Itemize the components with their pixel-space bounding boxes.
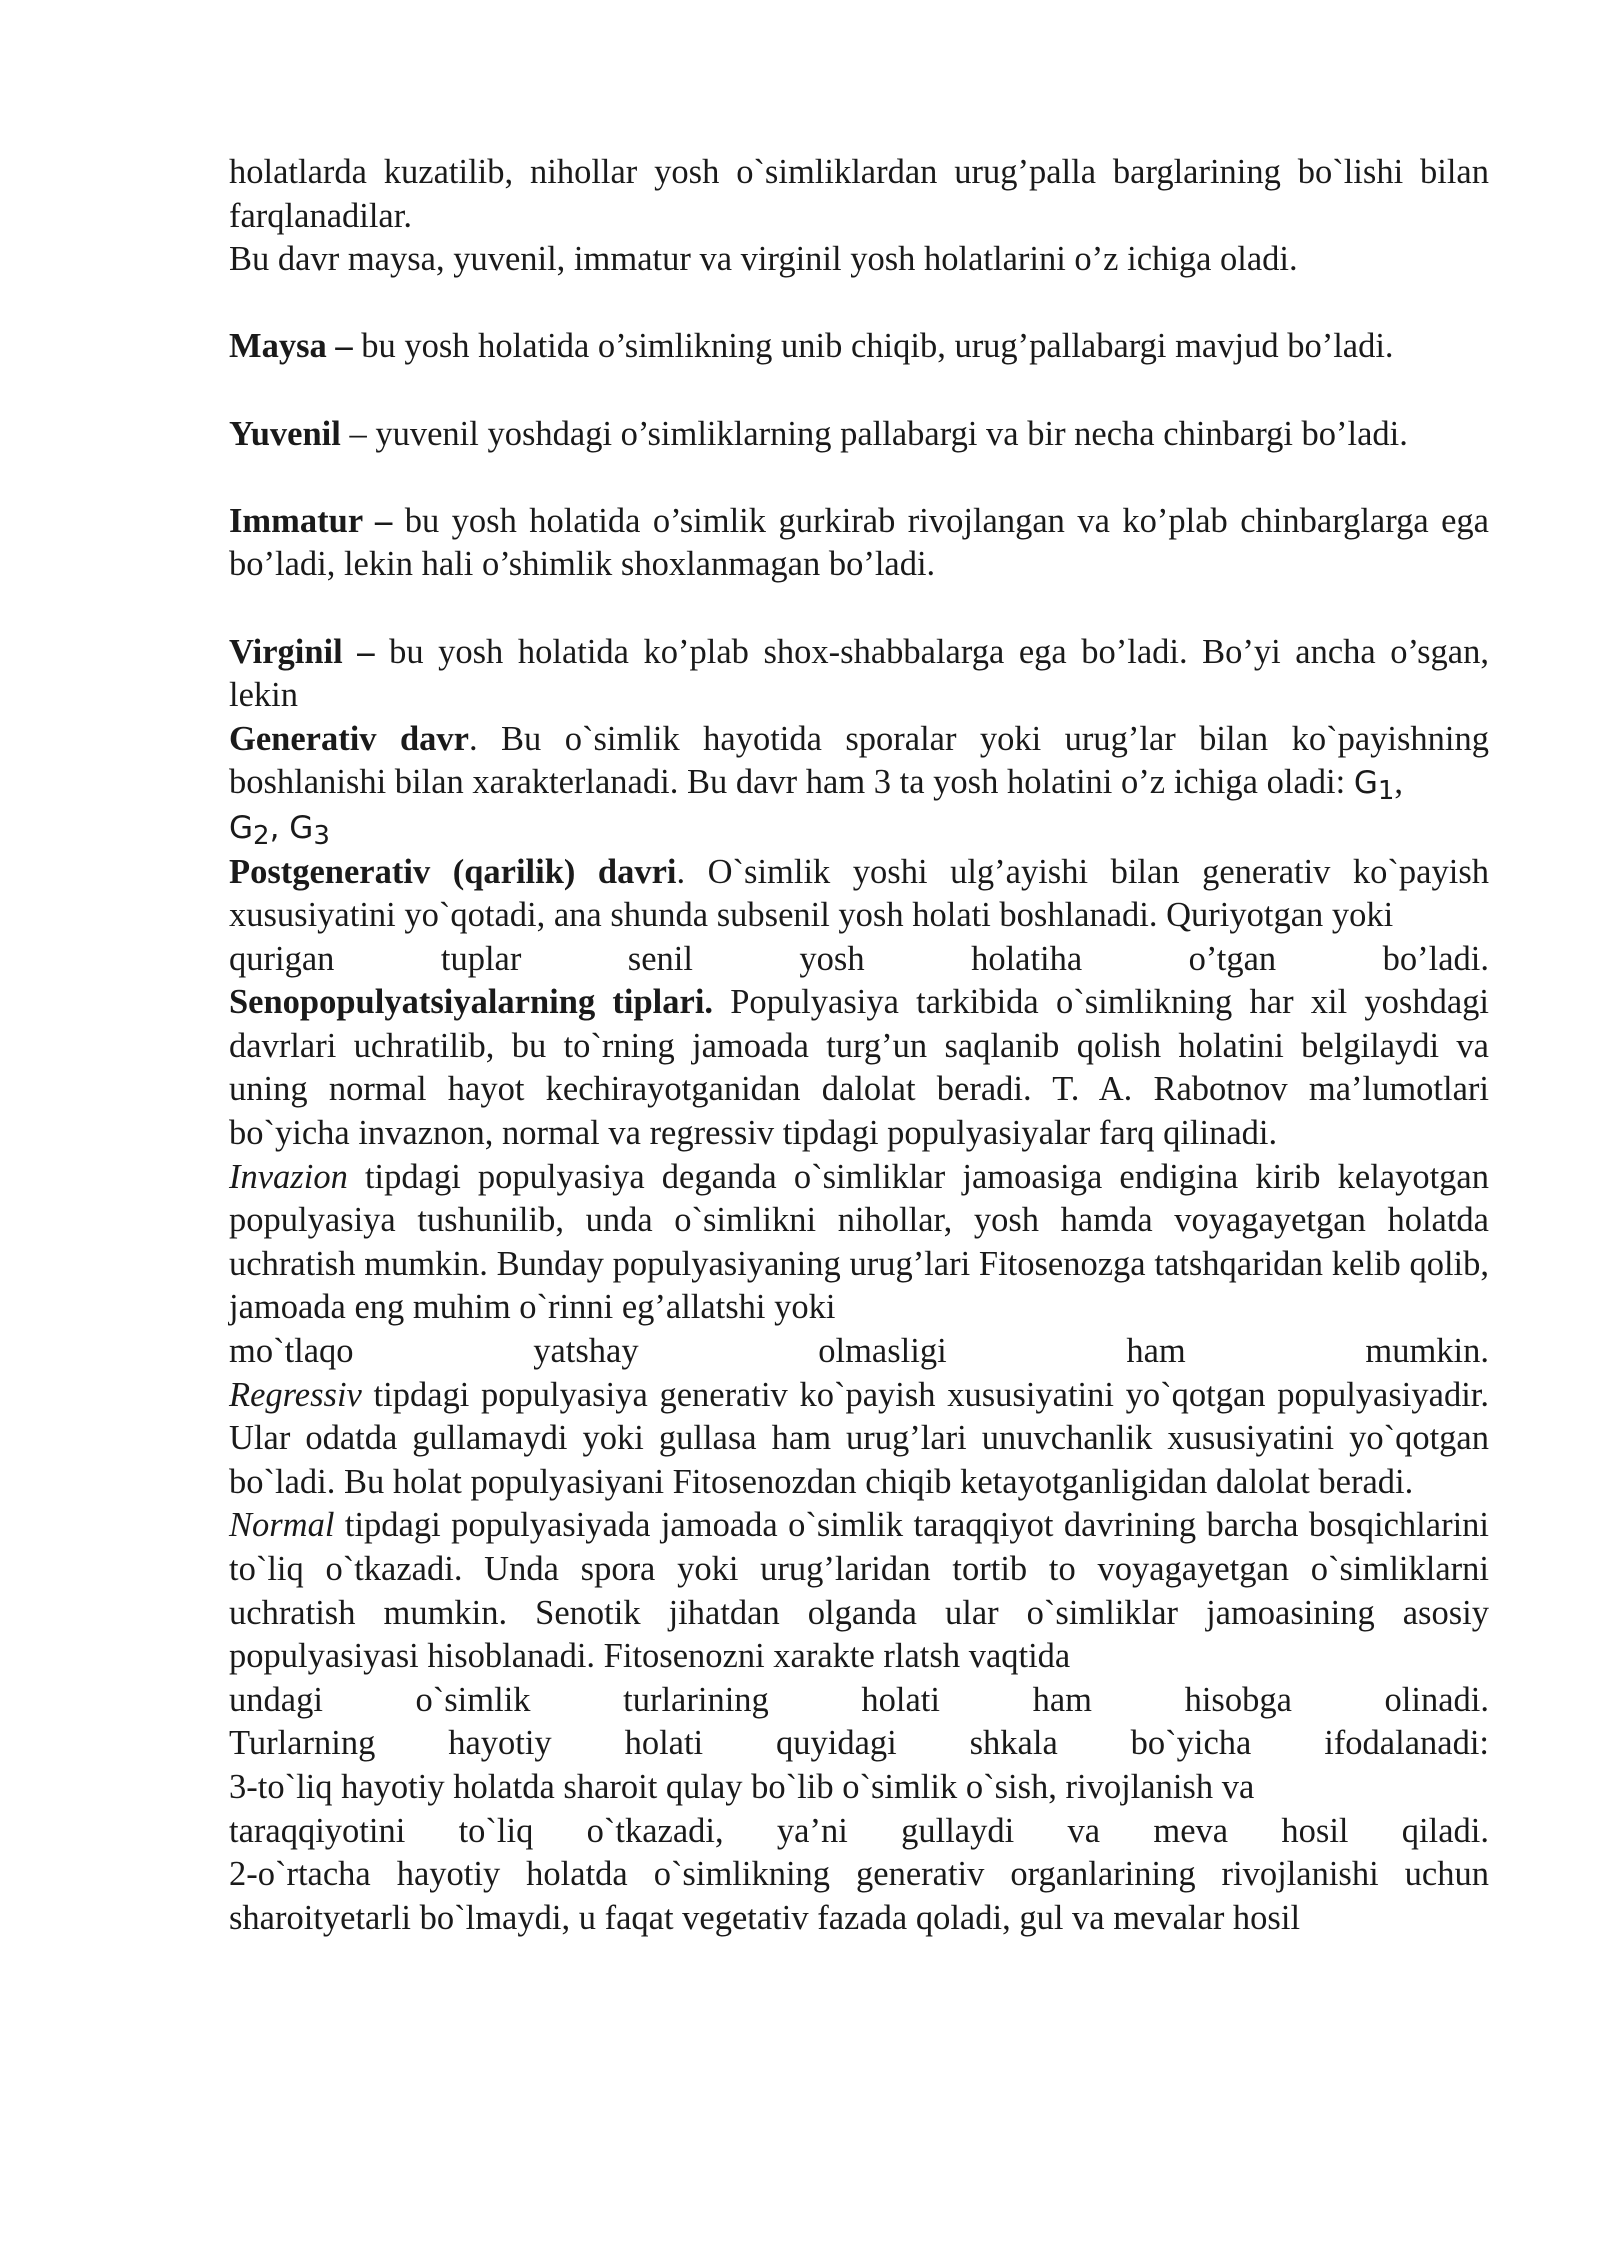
regressiv-term: Regressiv [229, 1375, 362, 1414]
generativ-text: . Bu o`simlik hayotida sporalar yoki urug’lar bilan ko`payishning boshlanishi bilan xarakterlanadi. Bu davr ham 3 ta yosh holatini o’z ichiga oladi: [229, 719, 1489, 802]
g3-symbol: $G_3$ [289, 809, 330, 851]
scale-item-3-last-line: taraqqiyotini to`liq o`tkazadi, ya’ni gullaydi va meva hosil qiladi. [229, 1811, 1489, 1850]
scale-item-2: 2-o`rtacha hayotiy holatda o`simlikning generativ organlarining rivojlanishi uchun sharoityetarli bo`lmaydi, u faqat vegetativ fazada qoladi, gul va mevalar hosil [229, 1855, 1489, 1937]
invazion-paragraph [229, 1156, 1489, 1374]
normal-term: Normal [229, 1506, 335, 1545]
spacer [229, 456, 1489, 500]
postgenerativ-text: . O`simlik yoshi ulg’ayishi bilan generativ ko`payish xususiyatini yo`qotadi, ana shunda subsenil yosh holati boshlanadi. Quriyotgan yoki [229, 852, 1489, 935]
yuvenil-text: – yuvenil yoshdagi o’simliklarning pallabargi va bir necha chinbargi bo’ladi. [340, 414, 1408, 453]
immatur-text: bu yosh holatida o’simlik gurkirab rivojlangan va ko’plab chinbarglarga ega bo’ladi, lekin hali o’shimlik shoxlanmagan bo’ladi. [229, 501, 1489, 584]
maysa-definition [229, 325, 1489, 369]
maysa-text: bu yosh holatida o’simlikning unib chiqib, urug’pallabargi mavjud bo’ladi. [352, 327, 1394, 366]
invazion-last-line: mo`tlaqo yatshay olmasligi ham mumkin. [229, 1332, 1489, 1371]
virginil-text: bu yosh holatida ko’plab shox-shabbalarga ega bo’ladi. Bo’yi ancha o’sgan, lekin [229, 632, 1489, 715]
regressiv-text: tipdagi populyasiya generativ ko`payish xususiyatini yo`qotgan populyasiyadir. Ular odatda gullamaydi yoki gullasa ham urug’lari unuvchanlik xususiyatini yo`qotgan bo`ladi. Bu holat populyasiyani Fitosenozdan chiqib ketayotganligidan dalolat beradi. [229, 1375, 1489, 1501]
postgenerativ-paragraph [229, 851, 1489, 982]
yuvenil-term: Yuvenil [229, 414, 341, 453]
regressiv-paragraph [229, 1374, 1489, 1505]
maysa-term: Maysa – [229, 327, 353, 366]
immatur-definition [229, 500, 1489, 587]
senopopulyatsiya-term: Senopopulyatsiyalarning tiplari. [229, 983, 714, 1022]
postgenerativ-term: Postgenerativ (qarilik) davri [229, 852, 677, 891]
spacer [229, 369, 1489, 413]
generativ-term: Generativ davr [229, 719, 469, 758]
scale-item-3-text: 3-to`liq hayotiy holatda sharoit qulay bo`lib o`simlik o`sish, rivojlanish va [229, 1767, 1255, 1806]
document-body [229, 151, 1489, 1940]
g1-symbol: $G_1$ [1353, 765, 1395, 807]
normal-line-turlarning: Turlarning hayotiy holati quyidagi shkala bo`yicha ifodalanadi: [229, 1724, 1489, 1763]
invazion-text: tipdagi populyasiya deganda o`simliklar jamoasiga endigina kirib kelayotgan populyasiya tushunilib, unda o`simlikni nihollar, yosh hamda voyagayetgan holatda uchratish mumkin. Bunday populyasiyaning urug’lari Fitosenozga tatshqaridan kelib qolib, jamoada eng muhim o`rinni eg’allatshi yoki [229, 1157, 1489, 1327]
senopopulyatsiya-text: Populyasiya tarkibida o`simlikning har xil yoshdagi davrlari uchratilib, bu to`rning jamoada turg’un saqlanib qolish holatini belgilaydi va uning normal hayot kechirayotganidan dalolat beradi. T. A. Rabotnov ma’lumotlari bo`yicha invaznon, normal va regressiv tipdagi populyasiyalar farq qilinadi. [229, 983, 1489, 1153]
scale-item-3 [229, 1766, 1489, 1853]
intro-paragraph: holatlarda kuzatilib, nihollar yosh o`simliklardan urug’palla barglarining bo`lishi bilan farqlanadilar. [229, 153, 1489, 235]
normal-paragraph [229, 1504, 1489, 1766]
invazion-term: Invazion [229, 1157, 348, 1196]
virginil-term: Virginil – [229, 632, 375, 671]
normal-line-undagi: undagi o`simlik turlarining holati ham hisobga olinadi. [229, 1680, 1489, 1719]
immatur-term: Immatur – [229, 501, 393, 540]
postgenerativ-last-line: qurigan tuplar senil yosh holatiha o’tgan bo’ladi. [229, 939, 1489, 978]
generativ-paragraph: Generativ davr. Bu o`simlik hayotida sporalar yoki urug’lar bilan ko`payishning boshlanishi bilan xarakterlanadi. Bu davr ham 3 ta yosh holatini o’z ichiga oladi: $G_1$, $G_2$, $G_3$ [229, 719, 1489, 851]
yuvenil-definition [229, 413, 1489, 457]
spacer [229, 587, 1489, 631]
g2-symbol: $G_2$ [229, 809, 270, 851]
period-summary-paragraph: Bu davr maysa, yuvenil, immatur va virginil yosh holatlarini o’z ichiga oladi. [229, 240, 1298, 279]
normal-text: tipdagi populyasiyada jamoada o`simlik taraqqiyot davrining barcha bosqichlarini to`liq o`tkazadi. Unda spora yoki urug’laridan tortib to voyagayetgan o`simliklarni uchratish mumkin. Senotik jihatdan olganda ular o`simliklar jamoasining asosiy populyasiyasi hisoblanadi. Fitosenozni xarakte rlatsh vaqtida [229, 1506, 1489, 1676]
senopopulyatsiya-paragraph [229, 981, 1489, 1155]
virginil-definition [229, 631, 1489, 718]
spacer [229, 282, 1489, 326]
